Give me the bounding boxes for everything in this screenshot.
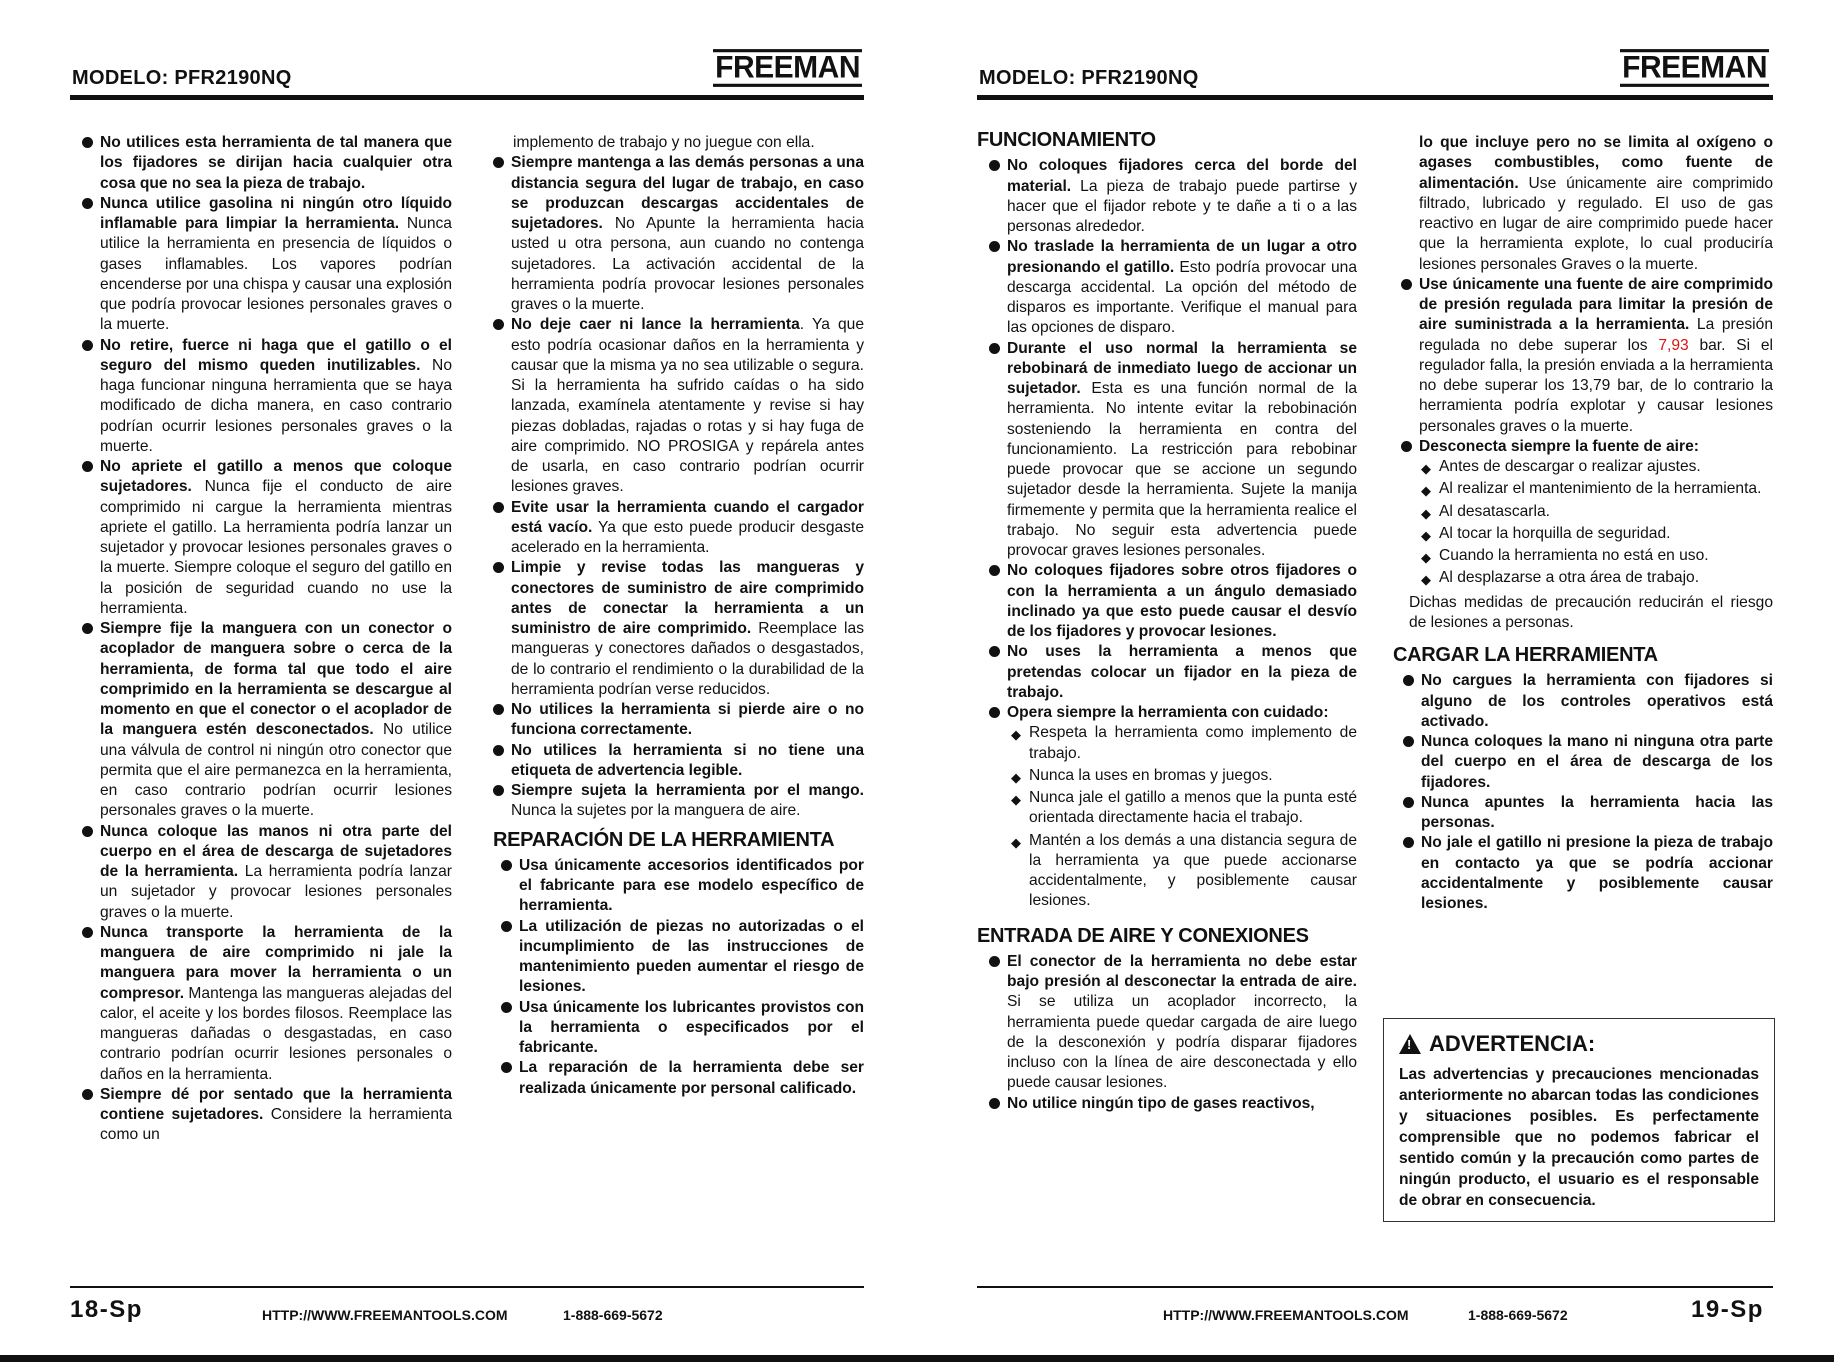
bullet-icon: [989, 565, 1000, 576]
sub-item: ◆ Al desatascarla.: [1419, 502, 1773, 522]
diamond-icon: ◆: [1421, 483, 1431, 499]
sub-item: ◆ Mantén a los demás a una distancia segura de la herramienta ya que puede accionarse accidentalmente, y posiblemente causar lesiones.: [1011, 831, 1357, 910]
bullet-icon: [82, 137, 93, 148]
bullet-item: Durante el uso normal la herramienta se rebobinará de inmediato luego de accionar un sujetador. Esta es una función normal de la herramienta. No intente evitar la rebobinación sosteniendo la herramienta en contra del funcionamiento. La restricción para rebobinar puede provocar que se accione un segundo sujetador desde la herramienta. Sujete la manija firmemente y permita que la herramienta realice el trabajo. No seguir esta advertencia puede provocar graves lesiones personales.: [989, 339, 1357, 562]
diamond-icon: ◆: [1011, 769, 1021, 785]
warning-box: [1383, 1018, 1775, 1222]
bullet-item: Nunca utilice gasolina ni ningún otro líquido inflamable para limpiar la herramienta. Nunca utilice la herramienta en presencia de líquidos o gases inflamables. Los vapores podrían encenderse por una chispa y causar una explosión que podría provocar lesiones personales graves o la muerte.: [82, 194, 452, 336]
warning-text: Las advertencias y precauciones mencionadas anteriormente no abarcan todas las condiciones y situaciones posibles. Es perfectamente comprensible que no podemos fabricar el sentido común y la precaución como partes de ningún producto, el usuario es el responsable de obrar en consecuencia.: [1399, 1066, 1759, 1209]
bullet-icon: [82, 198, 93, 209]
sub-item: ◆ Al tocar la horquilla de seguridad.: [1419, 524, 1773, 544]
bullet-icon: [493, 704, 504, 715]
bullet-icon: [501, 1002, 512, 1013]
bullet-icon: [82, 340, 93, 351]
phone-number: 1-888-669-5672: [1468, 1307, 1568, 1323]
bullet-item: Usa únicamente accesorios identificados por el fabricante para ese modelo específico de herramienta.: [501, 856, 864, 917]
bullet-item: No utilice ningún tipo de gases reactivos,: [989, 1094, 1357, 1114]
function-list: [977, 156, 1357, 723]
bullet-item: No deje caer ni lance la herramienta. Ya que esto podría ocasionar daños en la herramienta y causar que la misma ya no sea utilizable o segura. Si la herramienta ha sufrido caídas o ha sido lanzada, examínela atentamente y revise si hay piezas dobladas, rajadas o rotas y si hay fuga de aire comprimido. NO PROSIGA y repárela antes de usarla, en caso contrario podrían ocurrir lesiones graves.: [493, 315, 864, 497]
continuation-text: implemento de trabajo y no juegue con ella.: [513, 134, 815, 151]
right-page: [917, 0, 1834, 1362]
bullet-item: No coloques fijadores cerca del borde del material. La pieza de trabajo puede partirse y hacer que el fijador rebote y te dañe a ti o a las personas alrededor.: [989, 156, 1357, 237]
bullet-item: Nunca coloques la mano ni ninguna otra parte del cuerpo en el área de descarga de los fijadores.: [1403, 732, 1773, 793]
bullet-icon: [501, 921, 512, 932]
bullet-item: No utilices esta herramienta de tal manera que los fijadores se dirijan hacia cualquier otra cosa que no sea la pieza de trabajo.: [82, 133, 452, 194]
website-link[interactable]: HTTP://WWW.FREEMANTOOLS.COM: [262, 1307, 508, 1323]
bullet-icon: [82, 623, 93, 634]
sub-item: ◆ Antes de descargar o realizar ajustes.: [1419, 457, 1773, 477]
disconnect-note: Dichas medidas de precaución reducirán el riesgo de lesiones a personas.: [1409, 593, 1773, 631]
bullet-item: No uses la herramienta a menos que pretendas colocar un fijador en la pieza de trabajo.: [989, 642, 1357, 703]
pressure-item: Use únicamente una fuente de aire comprimido de presión regulada para limitar la presión de aire suministrada a la herramienta. La presión regulada no debe superar los 7,93 bar. Si el regulador falla, la presión enviada a la herramienta no debe superar los 13,79 bar, de lo contrario la herramienta podría explotar y causar lesiones personales graves o la muerte.: [1401, 275, 1773, 437]
model-label: MODELO: PFR2190NQ: [72, 67, 292, 89]
function-heading: FUNCIONAMIENTO: [977, 129, 1156, 151]
bullet-icon: [493, 157, 504, 168]
bullet-item: No retire, fuerce ni haga que el gatillo o el seguro del mismo queden inutilizables. No haga funcionar ninguna herramienta que se haya modificado de dicha manera, en caso contrario podrían ocurrir lesiones personales graves o la muerte.: [82, 336, 452, 458]
bullet-item: Siempre mantenga a las demás personas a una distancia segura del lugar de trabajo, en caso se produzcan descargas accidentales de sujetadores. No Apunte la herramienta hacia usted u otra persona, aun cuando no contenga sujetadores. La activación accidental de la herramienta podría provocar lesiones personales graves o la muerte.: [493, 153, 864, 315]
sub-item: ◆ Respeta la herramienta como implemento de trabajo.: [1011, 724, 1357, 762]
bullet-icon: [989, 343, 1000, 354]
max-pressure-value: 7,93: [1658, 336, 1689, 354]
bullet-icon: [989, 646, 1000, 657]
warning-title: ! ADVERTENCIA:: [1399, 1033, 1759, 1054]
bullet-item: Opera siempre la herramienta con cuidado:: [989, 703, 1357, 723]
load-list: [1393, 671, 1773, 914]
repair-list: [493, 856, 864, 1099]
bullet-icon: [82, 927, 93, 938]
bullet-icon: [82, 1089, 93, 1100]
bullet-item: No apriete el gatillo a menos que coloque sujetadores. Nunca fije el conducto de aire comprimido ni cargue la herramienta mientras apriete el gatillo. La herramienta podría lanzar un sujetador y provocar lesiones personales graves o la muerte. Siempre coloque el seguro del gatillo en la posición de seguridad cuando no use la herramienta.: [82, 457, 452, 619]
safety-list: [493, 153, 864, 821]
bullet-item: No utilices la herramienta si no tiene una etiqueta de advertencia legible.: [493, 741, 864, 782]
bullet-item: No jale el gatillo ni presione la pieza de trabajo en contacto ya que se podría accionar accidentalmente y posiblemente causar lesiones.: [1403, 833, 1773, 914]
bullet-item: La reparación de la herramienta debe ser realizada únicamente por personal calificado.: [501, 1058, 864, 1099]
air-heading: ENTRADA DE AIRE Y CONEXIONES: [977, 924, 1309, 947]
bullet-item: Nunca transporte la herramienta de la manguera de aire comprimido ni jale la manguera para mover la herramienta o un compresor. Mantenga las mangueras alejadas del calor, el aceite y los bordes filosos. Reemplace las mangueras dañadas o desgastadas, en caso contrario podrían ocurrir lesiones personales o daños en la herramienta.: [82, 923, 452, 1085]
bullet-item: Nunca apuntes la herramienta hacia las personas.: [1403, 793, 1773, 834]
bullet-icon: [1403, 797, 1414, 808]
model-label: MODELO: PFR2190NQ: [979, 67, 1199, 89]
diamond-icon: ◆: [1421, 461, 1431, 476]
bullet-icon: [82, 461, 93, 472]
continuation-text: lo que incluye pero no se limita al oxígeno o agases combustibles, como fuente de alimentación. Use únicamente aire comprimido filtrado, lubricado y regulado. El uso de gas reactivo en lugar de aire comprimido puede hacer que la herramienta explote, lo cual produciría lesiones personales Graves o la muerte.: [1419, 134, 1773, 273]
sub-item: ◆ Nunca la uses en bromas y juegos.: [1009, 766, 1357, 786]
sub-item: ◆ Al realizar el mantenimiento de la herramienta.: [1419, 479, 1773, 499]
warning-icon: !: [1399, 1034, 1421, 1054]
diamond-icon: ◆: [1421, 572, 1431, 588]
diamond-icon: ◆: [1421, 527, 1431, 543]
right-column-2: [1393, 133, 1773, 914]
bullet-item: Evite usar la herramienta cuando el cargador está vacío. Ya que esto puede producir desgaste acelerado en la herramienta.: [493, 498, 864, 559]
sub-item: ◆ Al desplazarse a otra área de trabajo.: [1419, 568, 1773, 588]
bullet-icon: [989, 707, 1000, 718]
footer-rule: [70, 1286, 864, 1288]
sub-item: ◆ Nunca jale el gatillo a menos que la punta esté orientada directamente hacia el trabajo.: [1011, 789, 1357, 827]
bullet-icon: [989, 956, 1000, 967]
bullet-item: Siempre sujeta la herramienta por el mango. Nunca la sujetes por la manguera de aire.: [493, 781, 864, 822]
bullet-item: Usa únicamente los lubricantes provistos con la herramienta o especificados por el fabricante.: [501, 998, 864, 1059]
diamond-icon: ◆: [1011, 727, 1021, 743]
bullet-icon: [1403, 736, 1414, 747]
bullet-icon: [501, 860, 512, 871]
load-heading: CARGAR LA HERRAMIENTA: [1393, 644, 1658, 666]
bullet-icon: [493, 745, 504, 756]
bullet-icon: [493, 562, 504, 573]
disconnect-heading: Desconecta siempre la fuente de aire:: [1401, 437, 1773, 457]
bullet-item: El conector de la herramienta no debe estar bajo presión al desconectar la entrada de aire. Si se utiliza un acoplador incorrecto, la herramienta puede quedar cargada de aire luego de la desconexión y podría disparar fijadores incluso con la línea de aire desconectada y ello puede causar lesiones.: [989, 952, 1357, 1094]
header-rule: [70, 95, 864, 100]
bullet-icon: [989, 241, 1000, 252]
bullet-item: Nunca coloque las manos ni otra parte del cuerpo en el área de descarga de sujetadores de la herramienta. La herramienta podría lanzar un sujetador y provocar lesiones personales graves o la muerte.: [82, 822, 452, 923]
bullet-icon: [1403, 675, 1414, 686]
diamond-icon: ◆: [1011, 792, 1021, 807]
header-rule: [977, 95, 1773, 100]
right-column-1: [977, 130, 1357, 1114]
bullet-item: No utilices la herramienta si pierde aire o no funciona correctamente.: [493, 700, 864, 741]
website-link[interactable]: HTTP://WWW.FREEMANTOOLS.COM: [1163, 1307, 1409, 1323]
sub-item: ◆ Cuando la herramienta no está en uso.: [1419, 546, 1773, 566]
freeman-logo: FREEMAN: [713, 49, 862, 87]
page-header: [72, 48, 862, 98]
bullet-icon: [989, 1098, 1000, 1109]
bullet-item: No coloques fijadores sobre otros fijadores o con la herramienta a un ángulo demasiado inclinado ya que esto puede causar el desvío de los fijadores y provocar lesiones.: [989, 561, 1357, 642]
bullet-item: No cargues la herramienta con fijadores si alguno de los controles operativos está activado.: [1403, 671, 1773, 732]
bullet-icon: [1403, 837, 1414, 848]
diamond-icon: ◆: [1011, 834, 1021, 850]
page-number: 19-Sp: [1691, 1296, 1764, 1323]
bullet-icon: [501, 1062, 512, 1073]
bullet-icon: [493, 319, 504, 330]
bullet-icon: [493, 502, 504, 513]
diamond-icon: ◆: [1421, 505, 1431, 521]
bullet-item: Siempre fije la manguera con un conector o acoplador de manguera sobre o cerca de la herramienta, de forma tal que todo el aire comprimido en la herramienta se descargue al momento en que el conector o el acoplador de la manguera estén desconectados. No utilice una válvula de control ni ningún otro conector que permita que el aire permanezca en la herramienta, en caso contrario podrían ocurrir lesiones personales graves o la muerte.: [82, 619, 452, 822]
bullet-icon: [989, 160, 1000, 171]
repair-heading: REPARACIÓN DE LA HERRAMIENTA: [493, 828, 835, 851]
bullet-icon: [493, 785, 504, 796]
page-number: 18-Sp: [70, 1296, 143, 1323]
diamond-icon: ◆: [1421, 550, 1431, 565]
disconnect-list: [1393, 457, 1773, 589]
footer-rule: [977, 1286, 1773, 1288]
left-column-1: [82, 133, 452, 1146]
left-column-2: [493, 133, 864, 1099]
phone-number: 1-888-669-5672: [563, 1307, 663, 1323]
page-header: [979, 48, 1769, 98]
bullet-icon: [82, 826, 93, 837]
bullet-item: La utilización de piezas no autorizadas o el incumplimiento de las instrucciones de mantenimiento pueden aumentar el riesgo de lesiones.: [501, 917, 864, 998]
air-list: [977, 952, 1357, 1114]
bullet-item: Siempre dé por sentado que la herramienta contiene sujetadores. Considere la herramienta como un: [82, 1085, 452, 1146]
bullet-item: Limpie y revise todas las mangueras y conectores de suministro de aire comprimido antes de conectar la herramienta a un suministro de aire comprimido. Reemplace las mangueras y conectores dañados o desgastados, de lo contrario el rendimiento o la durabilidad de la herramienta podrían verse reducidos.: [493, 558, 864, 700]
bottom-bar: [0, 1355, 1834, 1362]
bullet-item: No traslade la herramienta de un lugar a otro presionando el gatillo. Esto podría provocar una descarga accidental. La opción del método de disparos es importante. Verifique el manual para las opciones de disparo.: [989, 237, 1357, 338]
care-list: [977, 723, 1357, 911]
freeman-logo: FREEMAN: [1620, 49, 1769, 87]
